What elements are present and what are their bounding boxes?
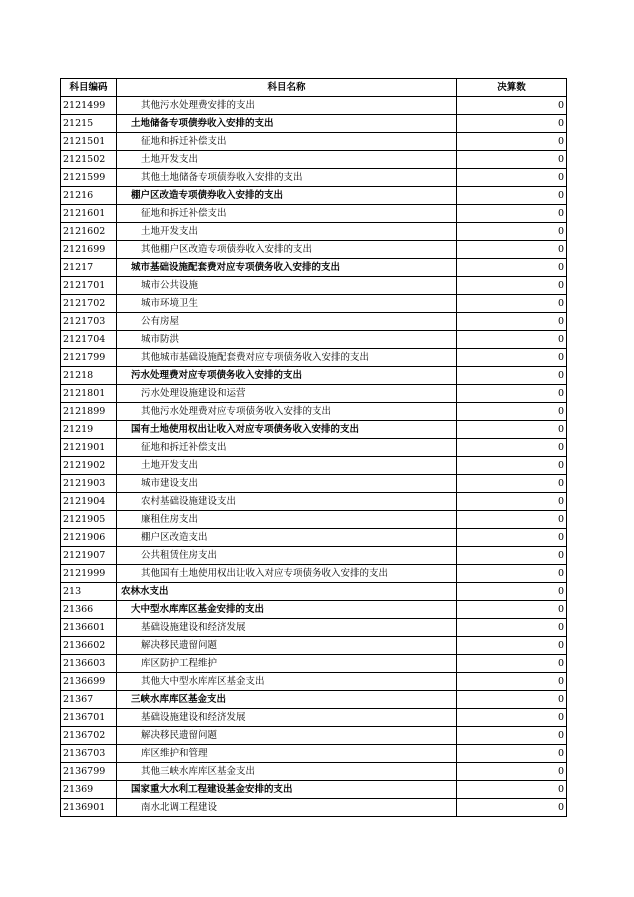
- cell-code: 2121904: [61, 493, 117, 511]
- cell-code: 2121799: [61, 349, 117, 367]
- cell-name: 其他城市基础设施配套费对应专项债务收入安排的支出: [117, 349, 457, 367]
- cell-name: 城市建设支出: [117, 475, 457, 493]
- cell-amount: 0: [457, 637, 567, 655]
- cell-name: 基础设施建设和经济发展: [117, 619, 457, 637]
- table-row: [61, 385, 567, 403]
- cell-amount: 0: [457, 583, 567, 601]
- cell-name: 三峡水库库区基金支出: [117, 691, 457, 709]
- cell-name: 库区防护工程维护: [117, 655, 457, 673]
- cell-amount: 0: [457, 421, 567, 439]
- table-row: [61, 457, 567, 475]
- cell-code: 2121599: [61, 169, 117, 187]
- table-row: [61, 331, 567, 349]
- cell-name: 农村基础设施建设支出: [117, 493, 457, 511]
- cell-code: 2121899: [61, 403, 117, 421]
- cell-amount: 0: [457, 475, 567, 493]
- cell-amount: 0: [457, 241, 567, 259]
- cell-code: 2136703: [61, 745, 117, 763]
- cell-name: 城市基础设施配套费对应专项债务收入安排的支出: [117, 259, 457, 277]
- cell-name: 征地和拆迁补偿支出: [117, 205, 457, 223]
- table-row: [61, 349, 567, 367]
- table-row: [61, 295, 567, 313]
- cell-name: 解决移民遗留问题: [117, 637, 457, 655]
- cell-code: 2121906: [61, 529, 117, 547]
- cell-name: 土地开发支出: [117, 223, 457, 241]
- cell-name: 其他国有土地使用权出让收入对应专项债务收入安排的支出: [117, 565, 457, 583]
- table-row: [61, 619, 567, 637]
- cell-name: 征地和拆迁补偿支出: [117, 439, 457, 457]
- table-row: [61, 97, 567, 115]
- cell-code: 2121703: [61, 313, 117, 331]
- cell-amount: 0: [457, 691, 567, 709]
- cell-name: 解决移民遗留问题: [117, 727, 457, 745]
- cell-code: 21366: [61, 601, 117, 619]
- table-row: [61, 655, 567, 673]
- cell-amount: 0: [457, 673, 567, 691]
- cell-code: 2136602: [61, 637, 117, 655]
- cell-name: 国有土地使用权出让收入对应专项债务收入安排的支出: [117, 421, 457, 439]
- cell-name: 库区维护和管理: [117, 745, 457, 763]
- cell-code: 2121499: [61, 97, 117, 115]
- table-row: [61, 709, 567, 727]
- cell-amount: 0: [457, 349, 567, 367]
- cell-name: 棚户区改造专项债券收入安排的支出: [117, 187, 457, 205]
- cell-code: 21216: [61, 187, 117, 205]
- cell-amount: 0: [457, 169, 567, 187]
- table-row: [61, 637, 567, 655]
- cell-amount: 0: [457, 655, 567, 673]
- cell-amount: 0: [457, 601, 567, 619]
- cell-name: 污水处理设施建设和运营: [117, 385, 457, 403]
- table-row: [61, 421, 567, 439]
- table-row: [61, 511, 567, 529]
- cell-name: 其他大中型水库库区基金支出: [117, 673, 457, 691]
- table-row: [61, 313, 567, 331]
- cell-code: 2121801: [61, 385, 117, 403]
- cell-amount: 0: [457, 187, 567, 205]
- cell-code: 21369: [61, 781, 117, 799]
- cell-name: 土地开发支出: [117, 457, 457, 475]
- cell-amount: 0: [457, 259, 567, 277]
- cell-amount: 0: [457, 205, 567, 223]
- cell-amount: 0: [457, 511, 567, 529]
- table-row: [61, 691, 567, 709]
- cell-amount: 0: [457, 385, 567, 403]
- cell-amount: 0: [457, 763, 567, 781]
- table-row: [61, 403, 567, 421]
- table-row: [61, 475, 567, 493]
- cell-code: 2121699: [61, 241, 117, 259]
- table-row: [61, 241, 567, 259]
- cell-code: 2121905: [61, 511, 117, 529]
- cell-amount: 0: [457, 709, 567, 727]
- cell-amount: 0: [457, 133, 567, 151]
- table-row: [61, 223, 567, 241]
- cell-code: 2121702: [61, 295, 117, 313]
- table-row: [61, 601, 567, 619]
- table-row: [61, 799, 567, 817]
- cell-code: 2121501: [61, 133, 117, 151]
- cell-code: 2121701: [61, 277, 117, 295]
- table-row: [61, 745, 567, 763]
- table-row: [61, 547, 567, 565]
- cell-name: 污水处理费对应专项债务收入安排的支出: [117, 367, 457, 385]
- cell-code: 2121901: [61, 439, 117, 457]
- header-code: 科目编码: [61, 79, 117, 97]
- cell-amount: 0: [457, 529, 567, 547]
- cell-name: 南水北调工程建设: [117, 799, 457, 817]
- cell-name: 国家重大水利工程建设基金安排的支出: [117, 781, 457, 799]
- table-row: [61, 673, 567, 691]
- table-row: [61, 151, 567, 169]
- table-row: [61, 727, 567, 745]
- cell-amount: 0: [457, 565, 567, 583]
- table-row: [61, 583, 567, 601]
- cell-name: 土地储备专项债券收入安排的支出: [117, 115, 457, 133]
- cell-amount: 0: [457, 151, 567, 169]
- table-row: [61, 565, 567, 583]
- table-row: [61, 763, 567, 781]
- table-row: [61, 187, 567, 205]
- cell-amount: 0: [457, 97, 567, 115]
- cell-code: 2136603: [61, 655, 117, 673]
- cell-amount: 0: [457, 313, 567, 331]
- cell-code: 21367: [61, 691, 117, 709]
- cell-amount: 0: [457, 277, 567, 295]
- cell-code: 2136699: [61, 673, 117, 691]
- cell-name: 棚户区改造支出: [117, 529, 457, 547]
- cell-code: 2121602: [61, 223, 117, 241]
- cell-amount: 0: [457, 295, 567, 313]
- cell-amount: 0: [457, 619, 567, 637]
- table-row: [61, 439, 567, 457]
- cell-name: 其他棚户区改造专项债券收入安排的支出: [117, 241, 457, 259]
- cell-code: 2136901: [61, 799, 117, 817]
- header-amount: 决算数: [457, 79, 567, 97]
- cell-name: 廉租住房支出: [117, 511, 457, 529]
- header-name: 科目名称: [117, 79, 457, 97]
- cell-code: 213: [61, 583, 117, 601]
- cell-code: 2136799: [61, 763, 117, 781]
- cell-name: 城市公共设施: [117, 277, 457, 295]
- cell-amount: 0: [457, 745, 567, 763]
- cell-name: 其他污水处理费安排的支出: [117, 97, 457, 115]
- cell-amount: 0: [457, 457, 567, 475]
- cell-code: 2121502: [61, 151, 117, 169]
- cell-code: 21219: [61, 421, 117, 439]
- cell-amount: 0: [457, 547, 567, 565]
- cell-name: 农林水支出: [117, 583, 457, 601]
- cell-amount: 0: [457, 403, 567, 421]
- table-row: [61, 367, 567, 385]
- cell-code: 2136601: [61, 619, 117, 637]
- cell-name: 其他污水处理费对应专项债务收入安排的支出: [117, 403, 457, 421]
- table-row: [61, 277, 567, 295]
- cell-amount: 0: [457, 367, 567, 385]
- cell-amount: 0: [457, 781, 567, 799]
- cell-amount: 0: [457, 439, 567, 457]
- cell-code: 2121902: [61, 457, 117, 475]
- cell-name: 基础设施建设和经济发展: [117, 709, 457, 727]
- cell-code: 2121601: [61, 205, 117, 223]
- cell-code: 2121704: [61, 331, 117, 349]
- cell-code: 21218: [61, 367, 117, 385]
- cell-amount: 0: [457, 727, 567, 745]
- cell-code: 2136701: [61, 709, 117, 727]
- cell-amount: 0: [457, 223, 567, 241]
- cell-name: 征地和拆迁补偿支出: [117, 133, 457, 151]
- cell-amount: 0: [457, 331, 567, 349]
- cell-amount: 0: [457, 493, 567, 511]
- table-row: [61, 115, 567, 133]
- cell-code: 2121907: [61, 547, 117, 565]
- cell-name: 其他土地储备专项债券收入安排的支出: [117, 169, 457, 187]
- table-row: [61, 133, 567, 151]
- cell-code: 2121903: [61, 475, 117, 493]
- cell-code: 2121999: [61, 565, 117, 583]
- table-body: [61, 97, 567, 817]
- table-row: [61, 205, 567, 223]
- cell-name: 城市防洪: [117, 331, 457, 349]
- cell-code: 21215: [61, 115, 117, 133]
- table-header-row: [61, 79, 567, 97]
- table-row: [61, 493, 567, 511]
- table-row: [61, 529, 567, 547]
- table-row: [61, 169, 567, 187]
- cell-amount: 0: [457, 799, 567, 817]
- cell-code: 21217: [61, 259, 117, 277]
- cell-amount: 0: [457, 115, 567, 133]
- cell-name: 城市环境卫生: [117, 295, 457, 313]
- cell-name: 公共租赁住房支出: [117, 547, 457, 565]
- table-row: [61, 259, 567, 277]
- cell-name: 大中型水库库区基金安排的支出: [117, 601, 457, 619]
- table-row: [61, 781, 567, 799]
- cell-name: 土地开发支出: [117, 151, 457, 169]
- cell-name: 其他三峡水库库区基金支出: [117, 763, 457, 781]
- cell-name: 公有房屋: [117, 313, 457, 331]
- cell-code: 2136702: [61, 727, 117, 745]
- budget-table: [60, 78, 567, 817]
